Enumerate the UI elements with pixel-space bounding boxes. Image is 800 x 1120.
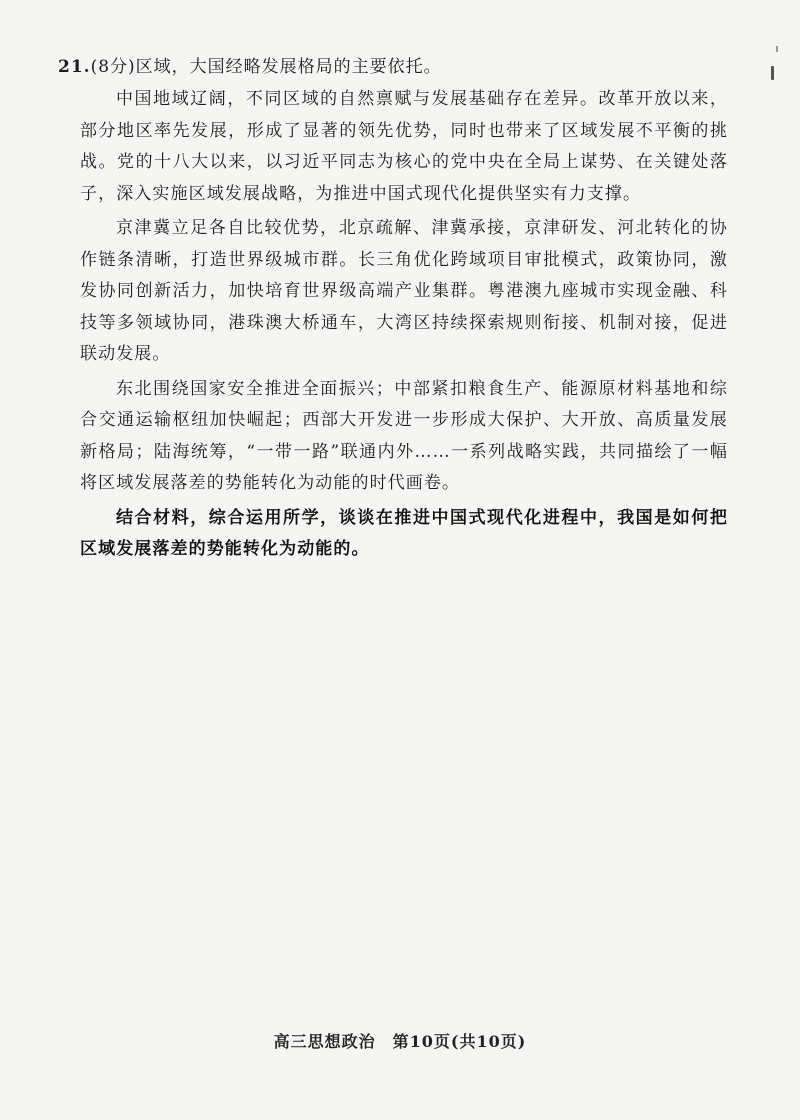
question-number: 21. xyxy=(58,57,91,77)
question-prompt: 结合材料，综合运用所学，谈谈在推进中国式现代化进程中，我国是如何把区域发展落差的势能转化为动能的。 xyxy=(80,507,728,559)
question-header xyxy=(58,52,728,82)
page-footer: 高三思想政治 第10页(共10页) xyxy=(273,1032,527,1051)
scan-artifact-mark xyxy=(771,66,774,80)
scan-artifact-dot xyxy=(776,46,778,52)
material-paragraph-3: 东北围绕国家安全推进全面振兴；中部紧扣粮食生产、能源原材料基地和综合交通运输枢纽加快崛起；西部大开发进一步形成大保护、大开放、高质量发展新格局；陆海统筹，“一带一路”联通内外……一系列战略实践，共同描绘了一幅将区域发展落差的势能转化为动能的时代画卷。 xyxy=(80,378,728,493)
question-score: (8分) xyxy=(90,57,136,77)
question-title: 区域，大国经略发展格局的主要依托。 xyxy=(135,57,442,77)
question-21 xyxy=(58,52,728,569)
material-paragraph-2: 京津冀立足各自比较优势，北京疏解、津冀承接，京津研发、河北转化的协作链条清晰，打造世界级城市群。长三角优化跨域项目审批模式，政策协同，激发协同创新活力，加快培育世界级高端产业集群。粤港澳九座城市实现金融、科技等多领域协同，港珠澳大桥通车，大湾区持续探索规则衔接、机制对接，促进联动发展。 xyxy=(80,218,728,364)
material-paragraph-1: 中国地域辽阔，不同区域的自然禀赋与发展基础存在差异。改革开放以来，部分地区率先发展，形成了显著的领先优势，同时也带来了区域发展不平衡的挑战。党的十八大以来，以习近平同志为核心的党中央在全局上谋势、在关键处落子，深入实施区域发展战略，为推进中国式现代化提供坚实有力支撑。 xyxy=(80,89,728,204)
